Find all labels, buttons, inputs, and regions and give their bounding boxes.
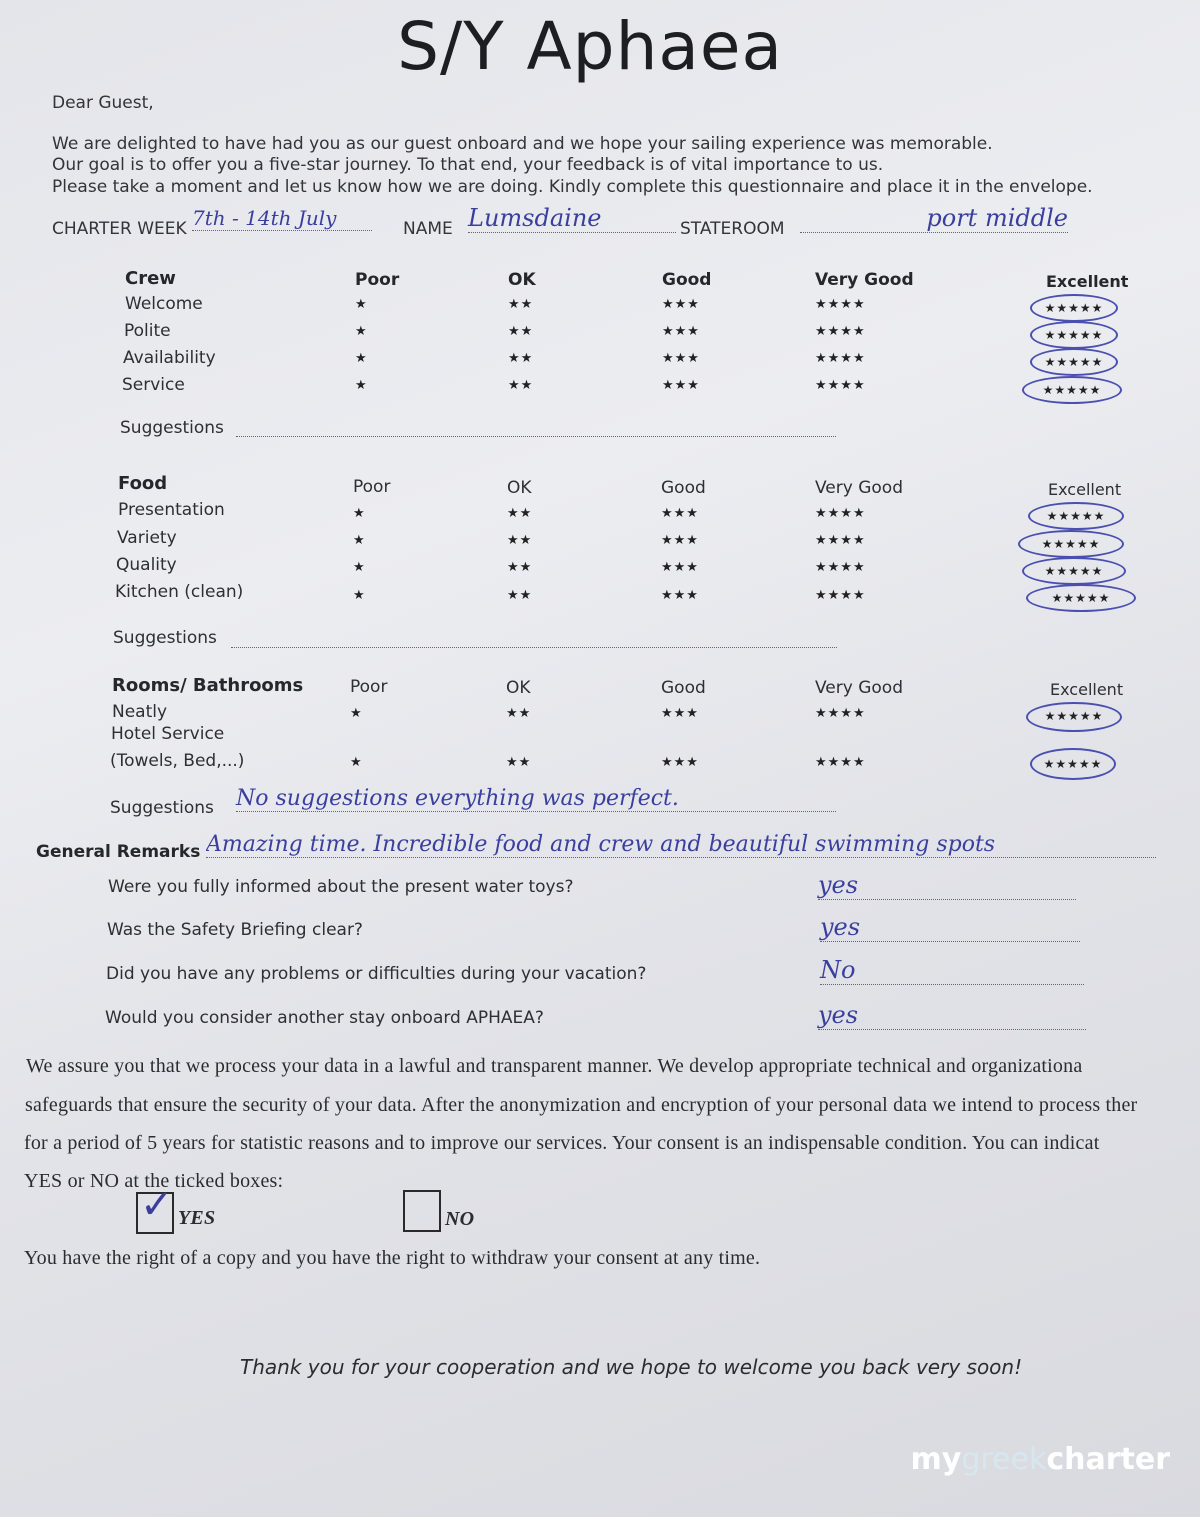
selected-rating-circle[interactable]: ★★★★★ [1030, 748, 1116, 780]
general-remarks-label: General Remarks [36, 842, 201, 862]
crew-col-excellent: Excellent [1046, 272, 1129, 291]
yes-checkbox[interactable] [136, 1182, 174, 1234]
rating-star[interactable]: ★ [353, 506, 366, 521]
thank-you-text: Thank you for your cooperation and we hope to welcome you back very soon! [240, 1355, 1023, 1379]
rating-star[interactable]: ★★ [508, 378, 534, 393]
food-item-quality: Quality [116, 555, 177, 575]
crew-col-ok: OK [508, 270, 536, 290]
rating-star[interactable]: ★★★★ [815, 706, 866, 721]
question-another-stay: Would you consider another stay onboard APHAEA? [105, 1008, 544, 1028]
rating-star[interactable]: ★ [353, 533, 366, 548]
rating-star[interactable]: ★ [350, 755, 363, 770]
mygreekcharter-logo [910, 1442, 1170, 1477]
rooms-col-poor: Poor [350, 677, 388, 697]
food-col-very-good: Very Good [815, 478, 903, 498]
rooms-item-towels-bed: (Towels, Bed,...) [110, 751, 245, 771]
privacy-line-4: YES or NO at the ticked boxes: [24, 1170, 284, 1192]
rating-star[interactable]: ★ [353, 560, 366, 575]
greeting: Dear Guest, [52, 93, 154, 113]
rooms-heading: Rooms/ Bathrooms [112, 675, 304, 696]
rating-star[interactable]: ★★★ [661, 706, 699, 721]
charter-week-field[interactable]: 7th - 14th July [192, 206, 372, 231]
rating-star[interactable]: ★★★★ [815, 533, 866, 548]
rating-star[interactable]: ★ [350, 706, 363, 721]
food-col-poor: Poor [353, 477, 391, 497]
intro-line-2: Our goal is to offer you a five-star journey. To that end, your feedback is of vital importance to us. [52, 155, 884, 175]
page-title: S/Y Aphaea [397, 8, 783, 85]
no-label: NO [445, 1208, 475, 1230]
food-heading: Food [118, 473, 168, 494]
rating-star[interactable]: ★★★★ [815, 297, 866, 312]
rating-star[interactable]: ★★★★ [815, 324, 866, 339]
crew-col-very-good: Very Good [815, 270, 914, 290]
crew-col-poor: Poor [355, 270, 400, 290]
rooms-item-hotel-service: Hotel Service [111, 724, 225, 744]
selected-rating-circle[interactable]: ★★★★★ [1018, 530, 1124, 558]
rating-star[interactable]: ★★ [506, 755, 532, 770]
rating-star[interactable]: ★ [355, 324, 368, 339]
question-problems: Did you have any problems or difficulties during your vacation? [106, 964, 647, 984]
logo-part-charter: charter [1046, 1442, 1170, 1477]
rating-star[interactable]: ★★★ [661, 560, 699, 575]
rating-star[interactable]: ★ [355, 378, 368, 393]
rating-star[interactable]: ★ [353, 588, 366, 603]
selected-rating-circle[interactable]: ★★★★★ [1022, 557, 1126, 585]
stateroom-field[interactable]: port middle [800, 204, 1068, 233]
crew-item-polite: Polite [124, 321, 171, 341]
selected-rating-circle[interactable]: ★★★★★ [1030, 348, 1118, 376]
rating-star[interactable]: ★★ [507, 533, 533, 548]
selected-rating-circle[interactable]: ★★★★★ [1030, 321, 1118, 349]
no-checkbox[interactable] [403, 1190, 441, 1232]
answer-problems[interactable]: No [820, 956, 1084, 985]
food-suggestions-label: Suggestions [113, 628, 217, 648]
check-mark-icon: ✓ [140, 1182, 174, 1228]
rating-star[interactable]: ★★★★ [815, 560, 866, 575]
rating-star[interactable]: ★★★ [661, 755, 699, 770]
rating-star[interactable]: ★★★ [662, 324, 700, 339]
crew-suggestions-label: Suggestions [120, 418, 224, 438]
selected-rating-circle[interactable]: ★★★★★ [1030, 294, 1118, 322]
rating-star[interactable]: ★★★★ [815, 755, 866, 770]
rooms-col-excellent: Excellent [1050, 680, 1124, 699]
rooms-col-good: Good [661, 678, 706, 698]
crew-suggestions-field[interactable] [236, 420, 836, 437]
crew-item-service: Service [122, 375, 185, 395]
rating-star[interactable]: ★★ [507, 560, 533, 575]
rating-star[interactable]: ★★★★ [815, 588, 866, 603]
rating-star[interactable]: ★★ [507, 588, 533, 603]
rating-star[interactable]: ★★★★ [815, 506, 866, 521]
intro-line-3: Please take a moment and let us know how we are doing. Kindly complete this questionnaire and place it in the envelope. [52, 177, 1093, 197]
rating-star[interactable]: ★★ [508, 297, 534, 312]
rating-star[interactable]: ★★★★ [815, 351, 866, 366]
rooms-col-very-good: Very Good [815, 678, 903, 698]
rating-star[interactable]: ★★★ [662, 378, 700, 393]
privacy-line-3: for a period of 5 years for statistic reasons and to improve our services. Your consent is an indispensable condition. You can indicat [24, 1132, 1100, 1154]
rooms-item-neatly: Neatly [112, 702, 168, 722]
food-item-variety: Variety [117, 528, 177, 548]
stateroom-label: STATEROOM [680, 219, 785, 239]
logo-part-my: my [910, 1442, 962, 1477]
answer-water-toys[interactable]: yes [818, 871, 1076, 900]
charter-week-label: CHARTER WEEK [52, 219, 187, 239]
crew-item-availability: Availability [123, 348, 216, 368]
food-item-kitchen: Kitchen (clean) [115, 582, 244, 602]
rating-star[interactable]: ★★★ [662, 297, 700, 312]
name-label: NAME [403, 219, 453, 239]
rating-star[interactable]: ★★ [507, 506, 533, 521]
food-col-ok: OK [507, 478, 532, 498]
selected-rating-circle[interactable]: ★★★★★ [1028, 502, 1124, 530]
rating-star[interactable]: ★★★ [661, 533, 699, 548]
privacy-line-1: We assure you that we process your data in a lawful and transparent manner. We develop appropriate technical and organizationa [26, 1055, 1083, 1077]
answer-safety-briefing[interactable]: yes [820, 913, 1080, 942]
rooms-col-ok: OK [506, 678, 531, 698]
food-item-presentation: Presentation [118, 500, 225, 520]
rating-star[interactable]: ★★★★ [815, 378, 866, 393]
question-safety-briefing: Was the Safety Briefing clear? [107, 920, 363, 940]
answer-another-stay[interactable]: yes [818, 1001, 1086, 1030]
food-col-excellent: Excellent [1048, 480, 1122, 499]
rating-star[interactable]: ★★ [508, 324, 534, 339]
crew-item-welcome: Welcome [125, 294, 203, 314]
rating-star[interactable]: ★ [355, 297, 368, 312]
privacy-line-2: safeguards that ensure the security of your data. After the anonymization and encryption of your personal data we intend to process ther [25, 1094, 1138, 1116]
food-col-good: Good [661, 478, 706, 498]
rating-star[interactable]: ★★★ [661, 588, 699, 603]
rooms-suggestions-field[interactable]: No suggestions everything was perfect. [236, 786, 836, 812]
rating-star[interactable]: ★★★ [662, 351, 700, 366]
crew-heading: Crew [125, 268, 176, 289]
rooms-suggestions-label: Suggestions [110, 798, 214, 818]
rights-text: You have the right of a copy and you have the right to withdraw your consent at any time. [24, 1247, 761, 1269]
rating-star[interactable]: ★ [355, 351, 368, 366]
rating-star[interactable]: ★★ [508, 351, 534, 366]
crew-col-good: Good [662, 270, 712, 290]
question-water-toys: Were you fully informed about the present water toys? [108, 877, 574, 897]
selected-rating-circle[interactable]: ★★★★★ [1026, 584, 1136, 612]
rating-star[interactable]: ★★★ [661, 506, 699, 521]
logo-part-greek: greek [961, 1442, 1047, 1477]
food-suggestions-field[interactable] [231, 631, 837, 648]
selected-rating-circle[interactable]: ★★★★★ [1022, 376, 1122, 404]
rating-star[interactable]: ★★ [506, 706, 532, 721]
selected-rating-circle[interactable]: ★★★★★ [1026, 702, 1122, 732]
general-remarks-field[interactable]: Amazing time. Incredible food and crew and beautiful swimming spots [206, 832, 1156, 858]
intro-line-1: We are delighted to have had you as our guest onboard and we hope your sailing experience was memorable. [52, 134, 993, 154]
yes-label: YES [178, 1207, 216, 1229]
name-field[interactable]: Lumsdaine [468, 204, 676, 233]
